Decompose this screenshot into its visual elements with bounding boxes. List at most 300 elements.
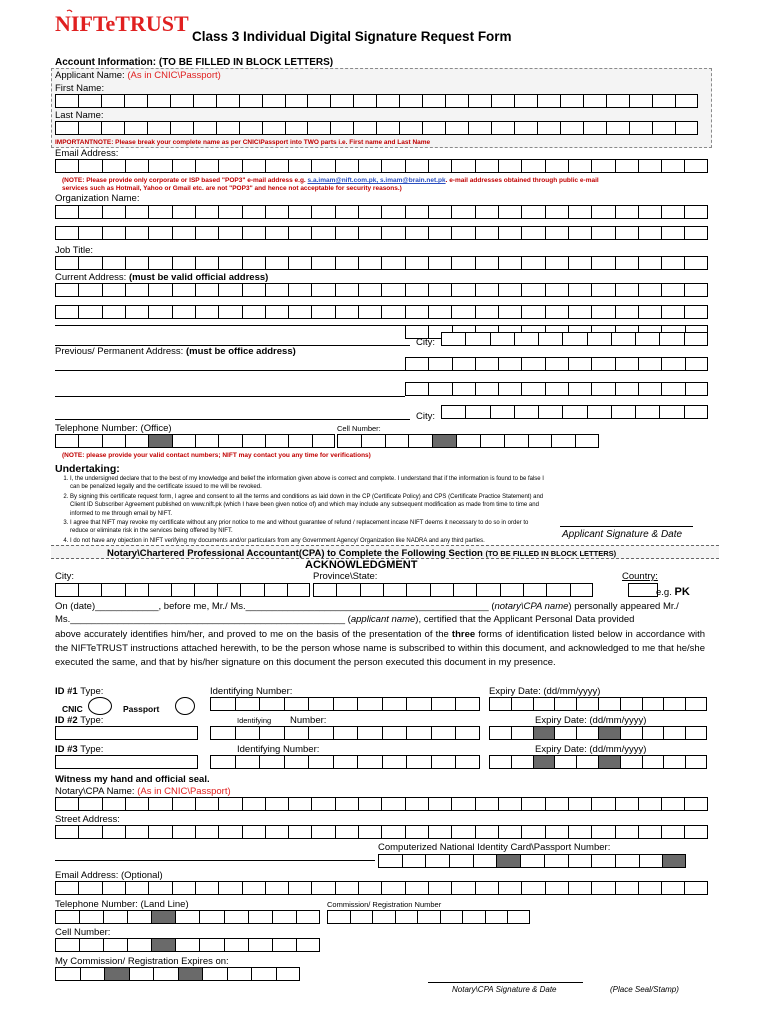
input-cell[interactable] <box>545 226 568 240</box>
input-cell[interactable] <box>102 205 125 219</box>
input-cell[interactable] <box>521 797 544 811</box>
input-cell[interactable] <box>311 797 334 811</box>
input-cell[interactable] <box>385 434 409 448</box>
input-cell[interactable] <box>395 910 418 924</box>
input-cell[interactable] <box>545 159 568 173</box>
id1-number-input[interactable] <box>210 697 480 711</box>
input-cell[interactable] <box>265 881 288 895</box>
cell-input[interactable] <box>337 434 599 448</box>
input-cell[interactable] <box>312 434 335 448</box>
input-cell[interactable] <box>147 121 170 135</box>
input-cell[interactable] <box>129 967 154 981</box>
input-cell[interactable] <box>480 434 504 448</box>
previous-city-input[interactable] <box>441 405 708 419</box>
id2-expiry-input[interactable] <box>489 726 707 740</box>
input-cell[interactable] <box>358 283 381 297</box>
input-cell[interactable] <box>521 825 544 839</box>
input-cell[interactable] <box>408 434 432 448</box>
input-cell[interactable] <box>127 910 151 924</box>
input-cell[interactable] <box>533 697 555 711</box>
input-cell[interactable] <box>684 825 707 839</box>
input-cell[interactable] <box>489 755 511 769</box>
input-cell[interactable] <box>381 159 404 173</box>
input-cell[interactable] <box>598 697 620 711</box>
notary-name-input[interactable] <box>55 797 708 811</box>
input-cell[interactable] <box>684 305 707 319</box>
input-cell[interactable] <box>560 121 583 135</box>
input-cell[interactable] <box>521 357 544 371</box>
input-cell[interactable] <box>406 583 429 597</box>
input-cell[interactable] <box>210 755 235 769</box>
input-cell[interactable] <box>638 382 661 396</box>
input-cell[interactable] <box>148 583 171 597</box>
input-cell[interactable] <box>193 121 216 135</box>
input-cell[interactable] <box>327 910 350 924</box>
input-cell[interactable] <box>55 94 78 108</box>
input-cell[interactable] <box>311 256 334 270</box>
input-cell[interactable] <box>475 382 498 396</box>
input-cell[interactable] <box>528 434 552 448</box>
tel-office-input[interactable] <box>55 434 335 448</box>
input-cell[interactable] <box>545 305 568 319</box>
input-cell[interactable] <box>576 697 598 711</box>
input-cell[interactable] <box>172 434 195 448</box>
input-cell[interactable] <box>335 797 358 811</box>
input-cell[interactable] <box>545 256 568 270</box>
input-cell[interactable] <box>102 226 125 240</box>
input-cell[interactable] <box>262 121 285 135</box>
input-cell[interactable] <box>675 121 698 135</box>
input-cell[interactable] <box>475 283 498 297</box>
input-cell[interactable] <box>272 938 296 952</box>
notary-city-input[interactable] <box>55 583 310 597</box>
input-cell[interactable] <box>606 121 629 135</box>
input-cell[interactable] <box>430 583 453 597</box>
input-cell[interactable] <box>55 121 78 135</box>
input-cell[interactable] <box>451 256 474 270</box>
input-cell[interactable] <box>335 159 358 173</box>
input-cell[interactable] <box>308 755 333 769</box>
input-cell[interactable] <box>511 697 533 711</box>
input-cell[interactable] <box>591 382 614 396</box>
input-cell[interactable] <box>431 755 456 769</box>
input-cell[interactable] <box>285 94 308 108</box>
input-cell[interactable] <box>661 305 684 319</box>
input-cell[interactable] <box>358 226 381 240</box>
input-cell[interactable] <box>514 94 537 108</box>
input-cell[interactable] <box>587 405 611 419</box>
input-cell[interactable] <box>335 881 358 895</box>
input-cell[interactable] <box>195 434 218 448</box>
input-cell[interactable] <box>104 967 129 981</box>
input-cell[interactable] <box>507 910 530 924</box>
province-input[interactable] <box>313 583 593 597</box>
input-cell[interactable] <box>148 205 171 219</box>
input-cell[interactable] <box>635 405 659 419</box>
input-cell[interactable] <box>514 121 537 135</box>
input-cell[interactable] <box>523 583 546 597</box>
input-cell[interactable] <box>638 881 661 895</box>
input-cell[interactable] <box>441 332 465 346</box>
input-cell[interactable] <box>265 256 288 270</box>
input-cell[interactable] <box>358 256 381 270</box>
input-cell[interactable] <box>620 755 642 769</box>
input-cell[interactable] <box>265 797 288 811</box>
input-cell[interactable] <box>79 910 103 924</box>
input-cell[interactable] <box>620 697 642 711</box>
input-cell[interactable] <box>124 94 147 108</box>
input-cell[interactable] <box>195 256 218 270</box>
input-cell[interactable] <box>172 881 195 895</box>
input-cell[interactable] <box>475 205 498 219</box>
commission-expires-input[interactable] <box>55 967 300 981</box>
input-cell[interactable] <box>521 382 544 396</box>
input-cell[interactable] <box>521 256 544 270</box>
input-cell[interactable] <box>172 159 195 173</box>
input-cell[interactable] <box>170 94 193 108</box>
input-cell[interactable] <box>405 382 428 396</box>
input-cell[interactable] <box>376 121 399 135</box>
input-cell[interactable] <box>311 283 334 297</box>
input-cell[interactable] <box>265 283 288 297</box>
input-cell[interactable] <box>125 205 148 219</box>
input-cell[interactable] <box>554 755 576 769</box>
input-cell[interactable] <box>102 283 125 297</box>
input-cell[interactable] <box>242 256 265 270</box>
input-cell[interactable] <box>661 226 684 240</box>
input-cell[interactable] <box>333 697 358 711</box>
input-cell[interactable] <box>428 226 451 240</box>
input-cell[interactable] <box>405 357 428 371</box>
input-cell[interactable] <box>125 881 148 895</box>
input-cell[interactable] <box>475 357 498 371</box>
input-cell[interactable] <box>248 938 272 952</box>
input-cell[interactable] <box>537 94 560 108</box>
input-cell[interactable] <box>148 434 171 448</box>
input-cell[interactable] <box>452 357 475 371</box>
input-cell[interactable] <box>218 226 241 240</box>
input-cell[interactable] <box>125 226 148 240</box>
input-cell[interactable] <box>381 256 404 270</box>
input-cell[interactable] <box>449 854 473 868</box>
input-cell[interactable] <box>498 881 521 895</box>
input-cell[interactable] <box>381 305 404 319</box>
input-cell[interactable] <box>661 159 684 173</box>
input-cell[interactable] <box>358 159 381 173</box>
input-cell[interactable] <box>125 256 148 270</box>
input-cell[interactable] <box>361 434 385 448</box>
previous-address-line-2[interactable] <box>55 396 405 397</box>
input-cell[interactable] <box>611 332 635 346</box>
input-cell[interactable] <box>554 726 576 740</box>
input-cell[interactable] <box>591 797 614 811</box>
input-cell[interactable] <box>428 283 451 297</box>
input-cell[interactable] <box>428 357 451 371</box>
input-cell[interactable] <box>202 967 227 981</box>
input-cell[interactable] <box>195 283 218 297</box>
input-cell[interactable] <box>663 755 685 769</box>
input-cell[interactable] <box>124 121 147 135</box>
input-cell[interactable] <box>381 881 404 895</box>
input-cell[interactable] <box>360 583 383 597</box>
input-cell[interactable] <box>521 881 544 895</box>
input-cell[interactable] <box>638 283 661 297</box>
input-cell[interactable] <box>242 797 265 811</box>
input-cell[interactable] <box>451 797 474 811</box>
input-cell[interactable] <box>498 825 521 839</box>
input-cell[interactable] <box>475 159 498 173</box>
input-cell[interactable] <box>498 283 521 297</box>
input-cell[interactable] <box>456 434 480 448</box>
input-cell[interactable] <box>125 797 148 811</box>
input-cell[interactable] <box>148 797 171 811</box>
input-cell[interactable] <box>242 205 265 219</box>
input-cell[interactable] <box>546 583 569 597</box>
input-cell[interactable] <box>101 121 124 135</box>
passport-radio[interactable] <box>175 697 195 715</box>
input-cell[interactable] <box>242 305 265 319</box>
input-cell[interactable] <box>335 256 358 270</box>
input-cell[interactable] <box>638 825 661 839</box>
input-cell[interactable] <box>55 967 80 981</box>
input-cell[interactable] <box>259 755 284 769</box>
input-cell[interactable] <box>172 205 195 219</box>
input-cell[interactable] <box>405 159 428 173</box>
input-cell[interactable] <box>148 283 171 297</box>
input-cell[interactable] <box>382 755 407 769</box>
input-cell[interactable] <box>125 434 148 448</box>
input-cell[interactable] <box>684 283 707 297</box>
input-cell[interactable] <box>216 121 239 135</box>
input-cell[interactable] <box>311 825 334 839</box>
input-cell[interactable] <box>583 94 606 108</box>
input-cell[interactable] <box>663 697 685 711</box>
input-cell[interactable] <box>560 94 583 108</box>
input-cell[interactable] <box>615 797 638 811</box>
input-cell[interactable] <box>441 405 465 419</box>
input-cell[interactable] <box>175 938 199 952</box>
input-cell[interactable] <box>248 910 272 924</box>
input-cell[interactable] <box>307 94 330 108</box>
input-cell[interactable] <box>330 121 353 135</box>
input-cell[interactable] <box>55 305 78 319</box>
input-cell[interactable] <box>661 825 684 839</box>
input-cell[interactable] <box>125 305 148 319</box>
input-cell[interactable] <box>568 797 591 811</box>
input-cell[interactable] <box>125 159 148 173</box>
first-name-input[interactable] <box>55 94 698 108</box>
input-cell[interactable] <box>591 159 614 173</box>
input-cell[interactable] <box>475 305 498 319</box>
input-cell[interactable] <box>78 434 101 448</box>
input-cell[interactable] <box>55 825 78 839</box>
input-cell[interactable] <box>218 434 241 448</box>
input-cell[interactable] <box>576 726 598 740</box>
input-cell[interactable] <box>262 94 285 108</box>
input-cell[interactable] <box>335 305 358 319</box>
input-cell[interactable] <box>224 938 248 952</box>
input-cell[interactable] <box>661 205 684 219</box>
input-cell[interactable] <box>468 94 491 108</box>
input-cell[interactable] <box>147 94 170 108</box>
commission-number-input[interactable] <box>327 910 530 924</box>
input-cell[interactable] <box>335 825 358 839</box>
email-input[interactable] <box>55 159 708 173</box>
input-cell[interactable] <box>358 205 381 219</box>
input-cell[interactable] <box>538 332 562 346</box>
input-cell[interactable] <box>661 382 684 396</box>
input-cell[interactable] <box>376 94 399 108</box>
input-cell[interactable] <box>218 825 241 839</box>
input-cell[interactable] <box>148 159 171 173</box>
input-cell[interactable] <box>336 583 359 597</box>
input-cell[interactable] <box>431 726 456 740</box>
input-cell[interactable] <box>378 854 402 868</box>
input-cell[interactable] <box>615 226 638 240</box>
input-cell[interactable] <box>498 256 521 270</box>
input-cell[interactable] <box>545 881 568 895</box>
input-cell[interactable] <box>148 226 171 240</box>
input-cell[interactable] <box>520 854 544 868</box>
input-cell[interactable] <box>568 357 591 371</box>
input-cell[interactable] <box>465 405 489 419</box>
input-cell[interactable] <box>638 159 661 173</box>
input-cell[interactable] <box>591 881 614 895</box>
input-cell[interactable] <box>638 797 661 811</box>
input-cell[interactable] <box>684 226 707 240</box>
input-cell[interactable] <box>103 938 127 952</box>
input-cell[interactable] <box>475 797 498 811</box>
input-cell[interactable] <box>685 697 707 711</box>
input-cell[interactable] <box>445 94 468 108</box>
input-cell[interactable] <box>172 825 195 839</box>
input-cell[interactable] <box>381 205 404 219</box>
input-cell[interactable] <box>80 967 105 981</box>
input-cell[interactable] <box>101 583 124 597</box>
input-cell[interactable] <box>568 256 591 270</box>
input-cell[interactable] <box>428 825 451 839</box>
input-cell[interactable] <box>591 256 614 270</box>
input-cell[interactable] <box>148 256 171 270</box>
input-cell[interactable] <box>218 797 241 811</box>
input-cell[interactable] <box>490 332 514 346</box>
input-cell[interactable] <box>358 825 381 839</box>
input-cell[interactable] <box>335 226 358 240</box>
input-cell[interactable] <box>545 283 568 297</box>
input-cell[interactable] <box>78 825 101 839</box>
input-cell[interactable] <box>568 881 591 895</box>
input-cell[interactable] <box>358 881 381 895</box>
input-cell[interactable] <box>491 94 514 108</box>
input-cell[interactable] <box>296 938 320 952</box>
input-cell[interactable] <box>308 697 333 711</box>
input-cell[interactable] <box>335 283 358 297</box>
input-cell[interactable] <box>615 283 638 297</box>
input-cell[interactable] <box>583 121 606 135</box>
input-cell[interactable] <box>568 382 591 396</box>
input-cell[interactable] <box>55 910 79 924</box>
input-cell[interactable] <box>568 825 591 839</box>
input-cell[interactable] <box>405 305 428 319</box>
input-cell[interactable] <box>545 357 568 371</box>
input-cell[interactable] <box>399 94 422 108</box>
input-cell[interactable] <box>382 697 407 711</box>
input-cell[interactable] <box>615 382 638 396</box>
input-cell[interactable] <box>78 205 101 219</box>
input-cell[interactable] <box>78 226 101 240</box>
input-cell[interactable] <box>453 583 476 597</box>
applicant-signature-line[interactable] <box>560 526 693 527</box>
input-cell[interactable] <box>199 938 223 952</box>
input-cell[interactable] <box>151 938 175 952</box>
input-cell[interactable] <box>451 159 474 173</box>
input-cell[interactable] <box>475 226 498 240</box>
input-cell[interactable] <box>684 159 707 173</box>
input-cell[interactable] <box>217 583 240 597</box>
input-cell[interactable] <box>615 205 638 219</box>
input-cell[interactable] <box>242 159 265 173</box>
input-cell[interactable] <box>638 226 661 240</box>
input-cell[interactable] <box>684 205 707 219</box>
input-cell[interactable] <box>537 121 560 135</box>
input-cell[interactable] <box>545 205 568 219</box>
input-cell[interactable] <box>445 121 468 135</box>
input-cell[interactable] <box>598 726 620 740</box>
input-cell[interactable] <box>102 159 125 173</box>
input-cell[interactable] <box>562 332 586 346</box>
input-cell[interactable] <box>288 881 311 895</box>
input-cell[interactable] <box>684 881 707 895</box>
input-cell[interactable] <box>662 854 686 868</box>
input-cell[interactable] <box>545 382 568 396</box>
input-cell[interactable] <box>568 205 591 219</box>
input-cell[interactable] <box>489 697 511 711</box>
input-cell[interactable] <box>642 697 664 711</box>
input-cell[interactable] <box>533 755 555 769</box>
input-cell[interactable] <box>218 881 241 895</box>
input-cell[interactable] <box>476 583 499 597</box>
input-cell[interactable] <box>210 697 235 711</box>
input-cell[interactable] <box>218 256 241 270</box>
organization-input-2[interactable] <box>55 226 708 240</box>
input-cell[interactable] <box>514 332 538 346</box>
last-name-input[interactable] <box>55 121 698 135</box>
input-cell[interactable] <box>372 910 395 924</box>
organization-input-1[interactable] <box>55 205 708 219</box>
input-cell[interactable] <box>428 159 451 173</box>
input-cell[interactable] <box>288 256 311 270</box>
input-cell[interactable] <box>353 121 376 135</box>
input-cell[interactable] <box>242 226 265 240</box>
email-example-link[interactable]: s.a.imam@nift.com.pk, s.imam@brain.net.pk <box>307 177 446 184</box>
input-cell[interactable] <box>642 755 664 769</box>
input-cell[interactable] <box>615 159 638 173</box>
input-cell[interactable] <box>170 121 193 135</box>
input-cell[interactable] <box>521 205 544 219</box>
input-cell[interactable] <box>172 797 195 811</box>
input-cell[interactable] <box>498 382 521 396</box>
notary-signature-line[interactable] <box>428 982 583 983</box>
input-cell[interactable] <box>195 226 218 240</box>
input-cell[interactable] <box>288 305 311 319</box>
input-cell[interactable] <box>148 825 171 839</box>
input-cell[interactable] <box>661 283 684 297</box>
input-cell[interactable] <box>235 697 260 711</box>
input-cell[interactable] <box>284 726 309 740</box>
input-cell[interactable] <box>265 825 288 839</box>
input-cell[interactable] <box>591 825 614 839</box>
input-cell[interactable] <box>405 205 428 219</box>
